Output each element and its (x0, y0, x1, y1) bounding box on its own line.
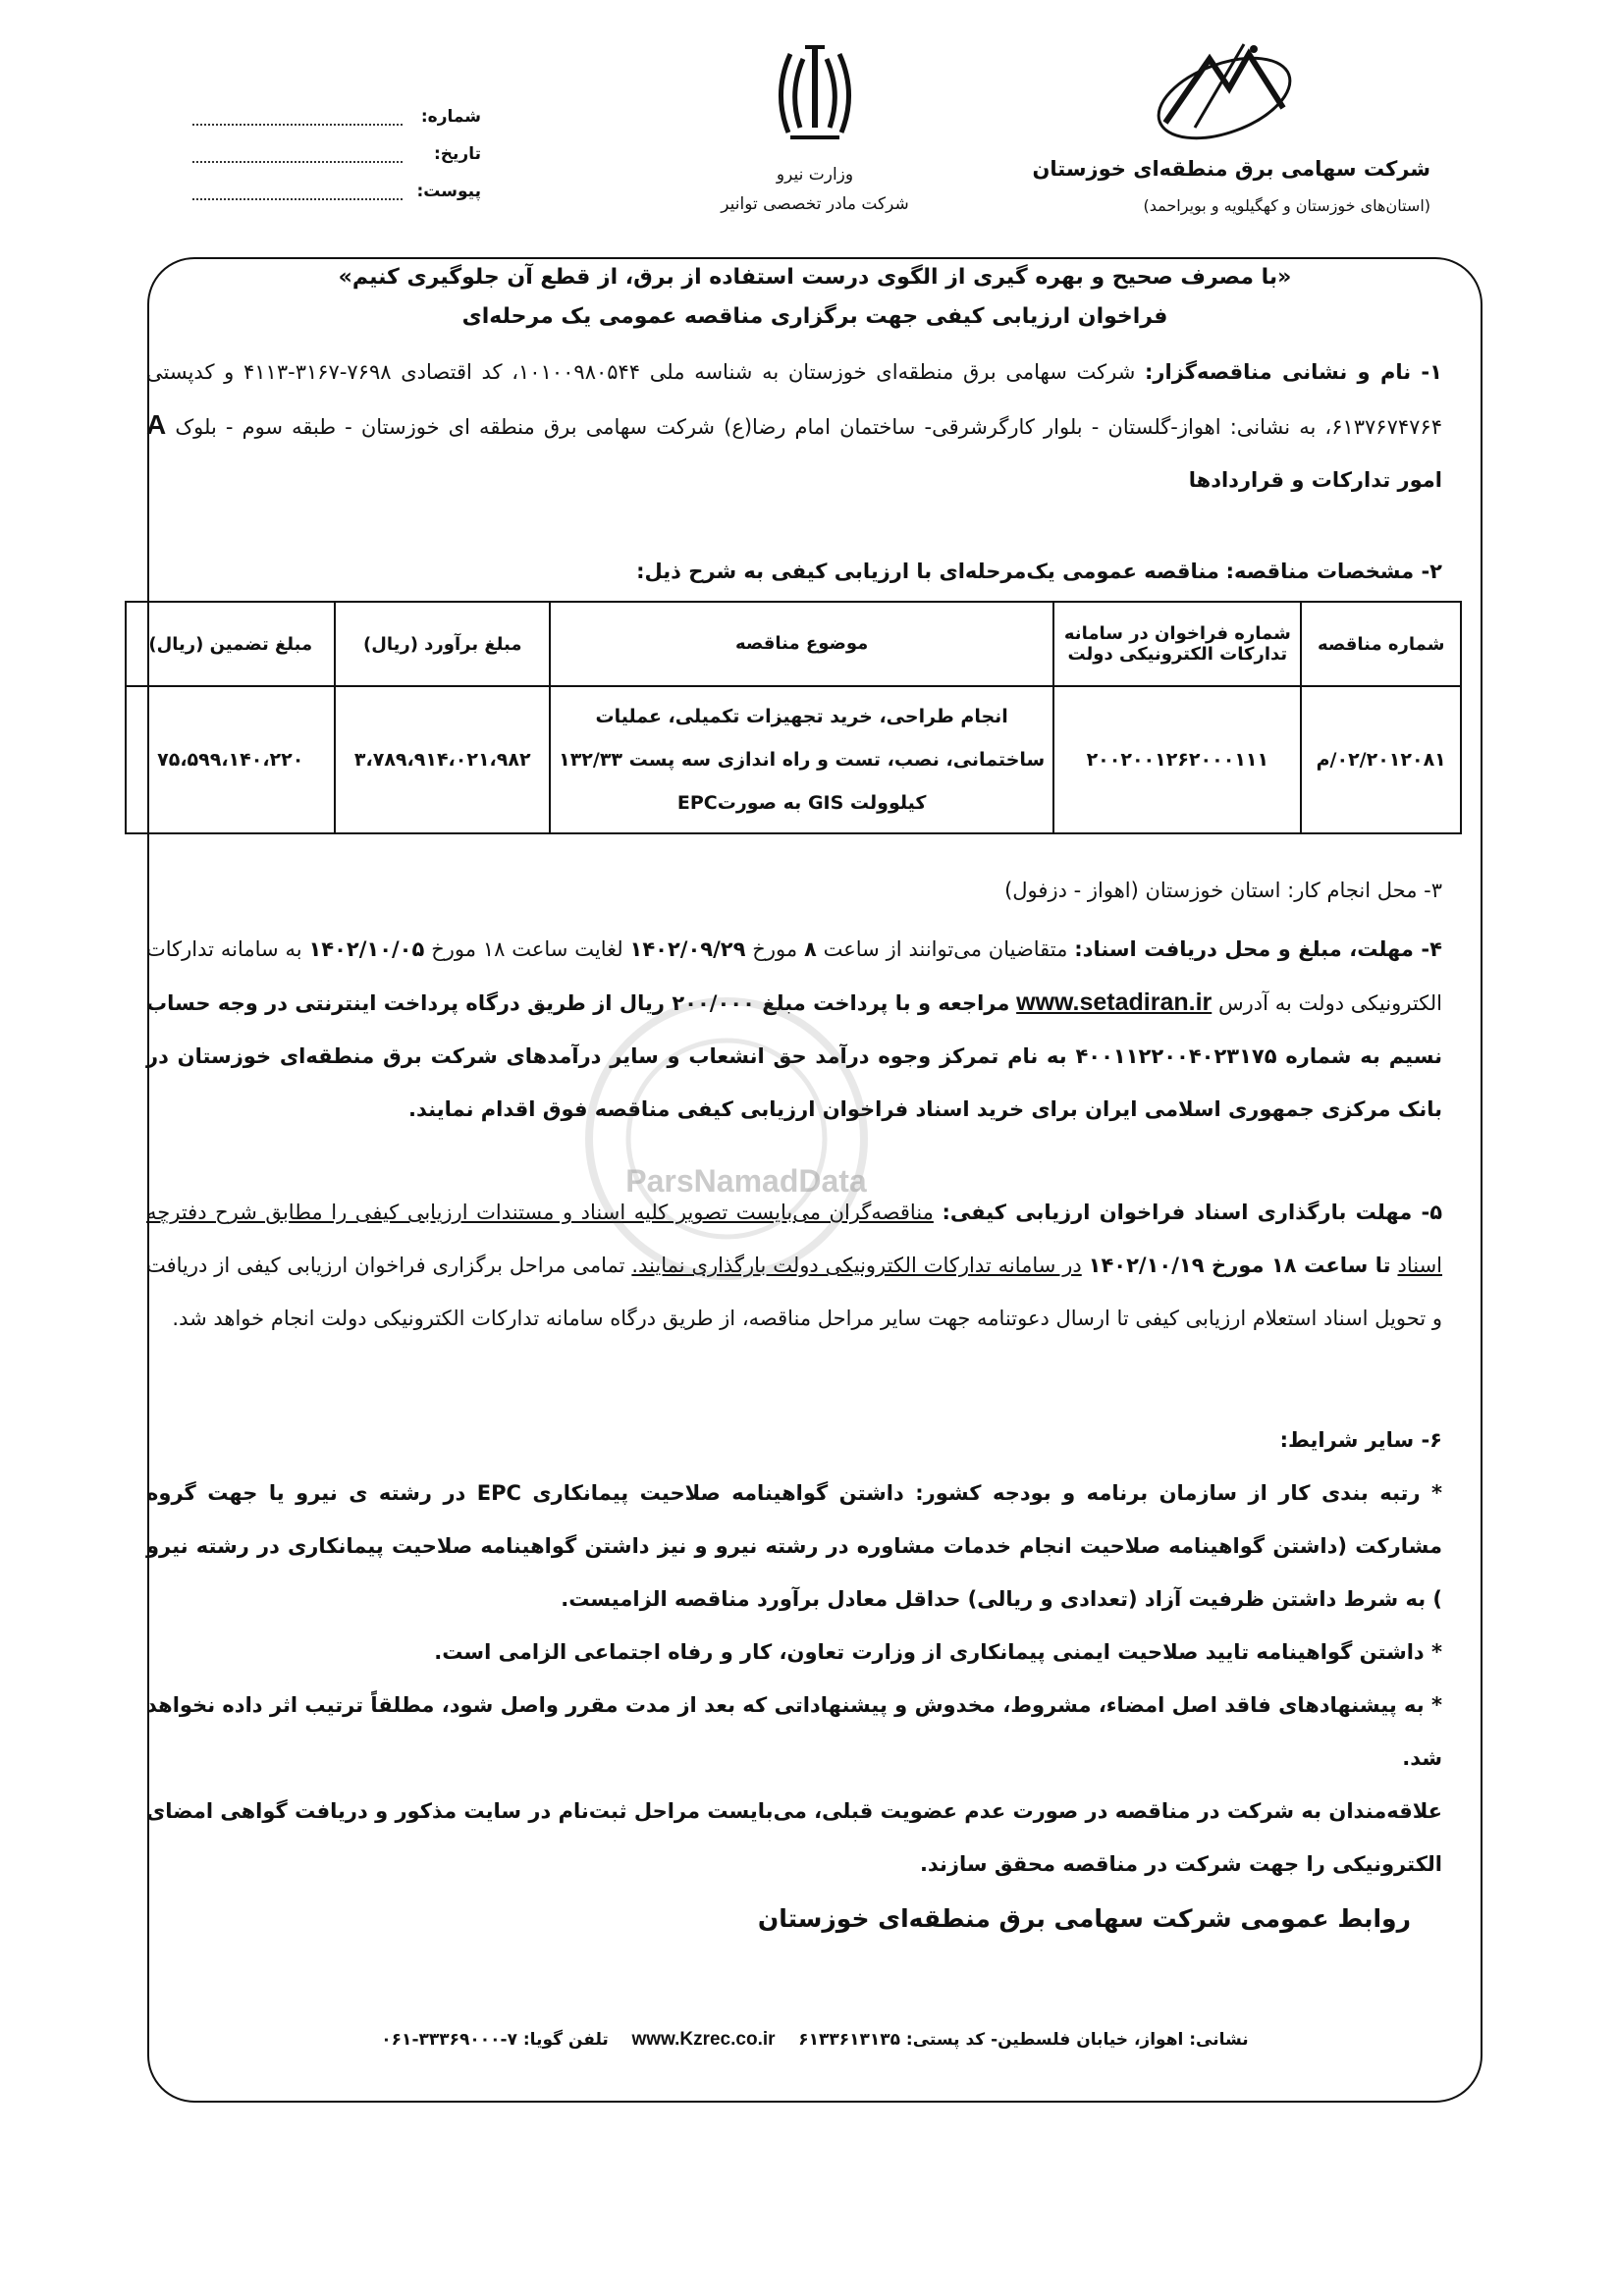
tender-table (125, 601, 1462, 834)
section-5-label: ۵- مهلت بارگذاری اسناد فراخوان ارزیابی کیفی: (942, 1201, 1443, 1224)
condition-item: * به پیشنهادهای فاقد اصل امضاء، مشروط، مخدوش و پیشنهاداتی که بعد از مدت مقرر واصل شود، مطلقاً ترتیب اثر داده نخواهد شد. (146, 1693, 1442, 1770)
section-5-text-b: در سامانه تدارکات الکترونیکی دولت بارگذاری نمایند. (631, 1254, 1082, 1277)
condition-item: * داشتن گواهینامه تایید صلاحیت ایمنی پیمانکاری از وزارت تعاون، کار و رفاه اجتماعی الزامی است. (434, 1640, 1442, 1664)
parent-company: شرکت مادر تخصصی توانیر (721, 194, 909, 214)
section-4-text-a: متقاضیان می‌توانند از ساعت (823, 937, 1068, 961)
setadiran-link[interactable]: www.setadiran.ir (1016, 988, 1213, 1016)
slogan: «با مصرف صحیح و بهره گیری از الگوی درست استفاده از برق، از قطع آن جلوگیری کنیم» (338, 265, 1292, 290)
start-date: ۱۴۰۲/۰۹/۲۹ (629, 937, 746, 961)
cell-subject: انجام طراحی، خرید تجهیزات تکمیلی، عملیات ساختمانی، نصب، تست و راه اندازی سه پست ۱۳۲/۳۳ کیلوولت GIS به صورتEPC (550, 686, 1053, 833)
watermark-seal-icon (569, 982, 884, 1296)
end-date: ۱۴۰۲/۱۰/۰۵ (308, 937, 425, 961)
company-region: (استان‌های خوزستان و کهگیلویه و بویراحمد) (1143, 196, 1430, 215)
meta-date-label: تاریخ: (434, 144, 481, 164)
section-3-label: ۳- محل انجام کار: (1287, 879, 1442, 902)
footer-website-link[interactable]: www.Kzrec.co.ir (631, 2029, 776, 2050)
start-hour: ۸ (803, 937, 817, 961)
footer-address: نشانی: اهواز، خیابان فلسطین- کد پستی: ۶۱۳۳۶۱۳۱۳۵ (798, 2030, 1249, 2050)
header-subject: موضوع مناقصه (550, 602, 1053, 686)
cell-estimate: ۳،۷۸۹،۹۱۴،۰۲۱،۹۸۲ (335, 686, 550, 833)
document-title: فراخوان ارزیابی کیفی جهت برگزاری مناقصه عمومی یک مرحله‌ای (461, 304, 1168, 329)
watermark-text: ParsNamadData (625, 1163, 867, 1199)
table-header-row (126, 602, 1461, 686)
company-name: شرکت سهامی برق منطقه‌ای خوزستان (1032, 157, 1430, 181)
section-6-label: ۶- سایر شرایط: (1279, 1428, 1442, 1452)
registration-note: علاقه‌مندان به شرکت در مناقصه در صورت عدم عضویت قبلی، می‌بایست مراحل ثبت‌نام در سایت مذکور و دریافت گواهی امضای الکترونیکی را جهت شرکت در مناقصه محقق سازند. (146, 1799, 1442, 1876)
ministry-block (668, 39, 962, 214)
header-guarantee: مبلغ تضمین (ریال) (126, 602, 335, 686)
section-tender-specs (146, 545, 1442, 598)
meta-attachment (187, 173, 481, 210)
ministry-name: وزارت نیرو (776, 165, 854, 185)
meta-number-label: شماره: (420, 107, 481, 127)
section-1-text: شرکت سهامی برق منطقه‌ای خوزستان به شناسه ملی ۱۰۱۰۰۹۸۰۵۴۴، کد اقتصادی ۷۶۹۸-۳۱۶۷-۴۱۱۳ و کدپستی ۶۱۳۷۶۷۴۷۶۴، به نشانی: اهواز-گلستان - بلوار کارگرشرقی- ساختمان امام رضا(ع) شرکت سهامی برق منطقه ای خوزستان - طبقه سوم - بلوک (146, 360, 1442, 439)
meta-attachment-blank (192, 183, 403, 200)
cell-call-no: ۲۰۰۲۰۰۱۲۶۲۰۰۰۱۱۱ (1053, 686, 1301, 833)
iran-emblem-icon (771, 39, 859, 147)
section-5-text-c: تمامی مراحل برگزاری فراخوان ارزیابی کیفی از دریافت و تحویل اسناد استعلام ارزیابی کیفی تا ارسال دعوتنامه جهت سایر مراحل مناقصه، از طریق درگاه سامانه تدارکات الکترونیکی دولت انجام خواهد شد. (146, 1254, 1442, 1330)
cell-tender-no: ۰۲/۲۰۱۲۰۸۱/م (1301, 686, 1461, 833)
condition-item: * رتبه بندی کار از سازمان برنامه و بودجه کشور: داشتن گواهینامه صلاحیت پیمانکاری EPC در رشته ی نیرو یا جهت گروه مشارکت (داشتن گواهینامه صلاحیت انجام خدمات مشاوره در رشته نیرو و نیز داشتن گواهینامه صلاحیت پیمانکاری در رشته نیرو ) به شرط داشتن ظرفیت آزاد (تعدادی و ریالی) حداقل معادل برآورد مناقصه الزامیست. (146, 1481, 1442, 1611)
section-work-location (146, 864, 1442, 917)
table-row (126, 686, 1461, 833)
section-tender-organizer (146, 346, 1442, 507)
block-letter: A (146, 409, 167, 440)
section-4-text-b: مورخ (752, 937, 798, 961)
upload-deadline: تا ساعت ۱۸ مورخ ۱۴۰۲/۱۰/۱۹ (1088, 1254, 1391, 1277)
company-logo-icon (1136, 29, 1303, 147)
section-1-label: ۱- نام و نشانی مناقصه‌گزار: (1145, 360, 1442, 384)
meta-number (187, 98, 481, 135)
section-other-conditions (146, 1414, 1442, 1891)
section-3-text: استان خوزستان (اهواز - دزفول) (1004, 879, 1281, 902)
meta-number-blank (192, 108, 403, 126)
letter-meta (187, 98, 481, 210)
header-tender-no: شماره مناقصه (1301, 602, 1461, 686)
section-1-department: امور تدارکات و قراردادها (1188, 468, 1442, 492)
cell-guarantee: ۷۵،۵۹۹،۱۴۰،۲۲۰ (126, 686, 335, 833)
section-5-text-a: مناقصه‌گران می‌بایست تصویر کلیه اسناد و مستندات ارزیابی کیفی را مطابق شرح دفترچه اسناد (146, 1201, 1443, 1277)
section-4-label: ۴- مهلت، مبلغ و محل دریافت اسناد: (1074, 937, 1442, 961)
header-estimate: مبلغ برآورد (ریال) (335, 602, 550, 686)
section-2-label: ۲- مشخصات مناقصه: (1225, 560, 1442, 583)
meta-date (187, 135, 481, 173)
footer-phone: تلفن گویا: ۷-۳۳۳۶۹۰۰۰-۰۶۱ (381, 2030, 609, 2050)
letterhead (0, 0, 1617, 240)
meta-attachment-label: پیوست: (416, 182, 481, 201)
meta-date-blank (192, 145, 403, 163)
public-relations-signature: روابط عمومی شرکت سهامی برق منطقه‌ای خوزستان (757, 1904, 1411, 1933)
section-4-text-d: به سامانه تدارکات الکترونیکی دولت به آدرس (146, 937, 1442, 1015)
section-4-text-c: لغایت ساعت ۱۸ مورخ (431, 937, 623, 961)
section-4-text-e: مراجعه و با پرداخت مبلغ ۲۰۰/۰۰۰ ریال از طریق درگاه پرداخت اینترنتی در وجه حساب نسیم به شماره ۴۰۰۱۱۲۲۰۰۴۰۲۳۱۷۵ به نام تمرکز وجوه درآمد حق انشعاب و سایر درآمدهای شرکت برق منطقه‌ای خوزستان در بانک مرکزی جمهوری اسلامی ایران برای خرید اسناد فراخوان ارزیابی کیفی مناقصه فوق اقدام نمایند. (146, 991, 1442, 1121)
header-call-no: شماره فراخوان در سامانه تدارکات الکترونیکی دولت (1053, 602, 1301, 686)
footer (147, 2029, 1482, 2051)
section-2-text: مناقصه عمومی یک‌مرحله‌ای با ارزیابی کیفی به شرح ذیل: (636, 560, 1219, 583)
